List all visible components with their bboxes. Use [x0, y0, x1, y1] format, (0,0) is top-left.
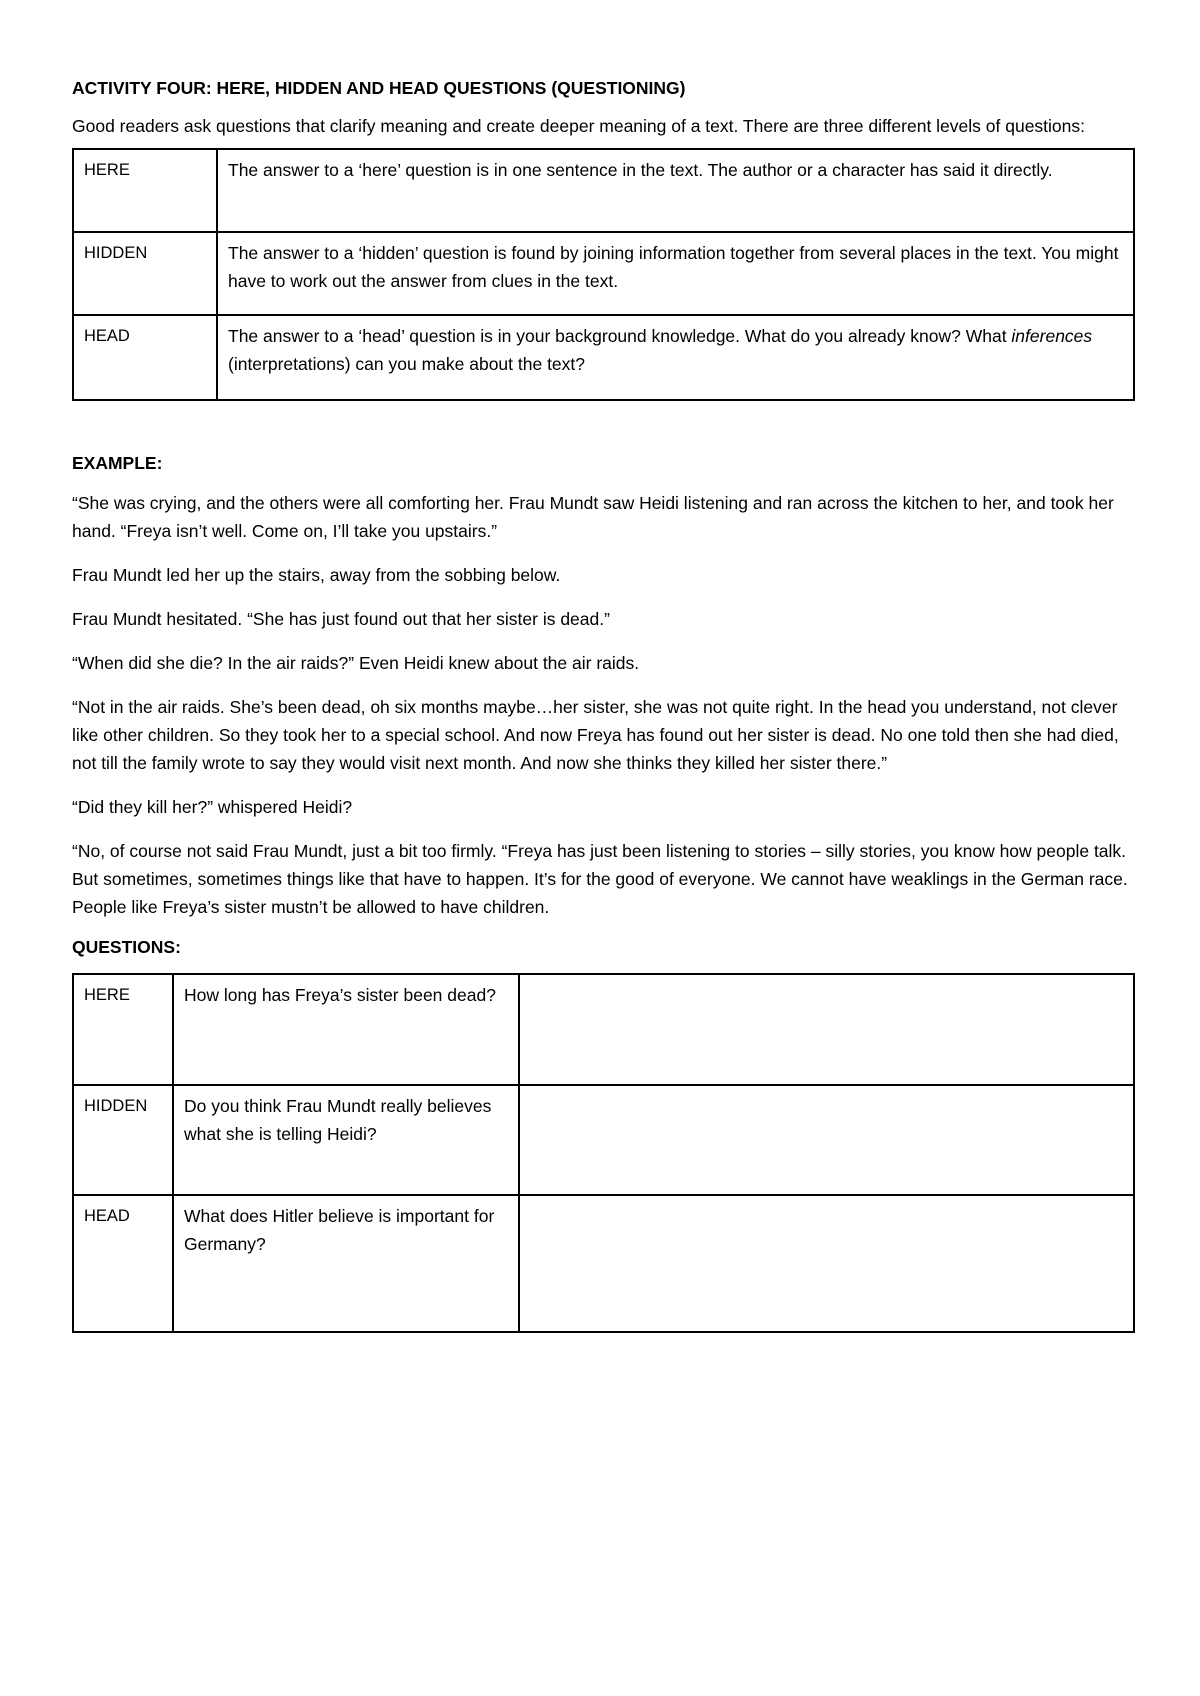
answer-cell-here[interactable]: [519, 974, 1134, 1085]
question-level-here: HERE: [73, 974, 173, 1085]
question-text-hidden: Do you think Frau Mundt really believes what she is telling Heidi?: [173, 1085, 519, 1195]
level-label-here: HERE: [73, 149, 217, 232]
page-title: ACTIVITY FOUR: HERE, HIDDEN AND HEAD QUESTIONS (QUESTIONING): [72, 78, 686, 98]
head-text-end: (interpretations) can you make about the text?: [228, 354, 586, 374]
head-text-start: The answer to a ‘head’ question is in your background knowledge. What do you already know? What: [228, 326, 1012, 346]
example-paragraph: “Not in the air raids. She’s been dead, oh six months maybe…her sister, she was not quite right. In the head you understand, not clever like other children. So they took her to a special school. And now Freya has found out her sister is dead. No one told then she had died, not till the family wrote to say they would visit next month. And now she thinks they killed her sister there.”: [72, 697, 1119, 773]
table-row: [73, 315, 1134, 400]
table-row: [73, 232, 1134, 315]
question-levels-table: [72, 148, 1135, 401]
table-row: [73, 1085, 1134, 1195]
questions-table: [72, 973, 1135, 1333]
table-row: [73, 149, 1134, 232]
intro-paragraph: Good readers ask questions that clarify meaning and create deeper meaning of a text. There are three different levels of questions:: [72, 116, 1086, 136]
table-row: [73, 974, 1134, 1085]
example-paragraph: “Did they kill her?” whispered Heidi?: [72, 797, 353, 817]
level-label-head: HEAD: [73, 315, 217, 400]
head-text-italic: inferences: [1011, 326, 1093, 346]
answer-cell-hidden[interactable]: [519, 1085, 1134, 1195]
example-heading: EXAMPLE:: [72, 453, 163, 473]
level-description-here: The answer to a ‘here’ question is in one sentence in the text. The author or a character has said it directly.: [217, 149, 1134, 232]
question-level-hidden: HIDDEN: [73, 1085, 173, 1195]
example-paragraph: “When did she die? In the air raids?” Even Heidi knew about the air raids.: [72, 653, 640, 673]
example-paragraph: Frau Mundt hesitated. “She has just found out that her sister is dead.”: [72, 609, 610, 629]
example-paragraph: “No, of course not said Frau Mundt, just a bit too firmly. “Freya has just been listening to stories – silly stories, you know how people talk. But sometimes, sometimes things like that have to happen. It’s for the good of everyone. We cannot have weaklings in the German race. People like Freya’s sister mustn’t be allowed to have children.: [72, 841, 1128, 917]
question-text-head: What does Hitler believe is important for Germany?: [173, 1195, 519, 1332]
question-text-here: How long has Freya’s sister been dead?: [173, 974, 519, 1085]
example-passage: [72, 489, 1135, 921]
level-description-head: [217, 315, 1134, 400]
answer-cell-head[interactable]: [519, 1195, 1134, 1332]
example-paragraph: “She was crying, and the others were all comforting her. Frau Mundt saw Heidi listening and ran across the kitchen to her, and took her hand. “Freya isn’t well. Come on, I’ll take you upstairs.”: [72, 493, 1114, 541]
level-label-hidden: HIDDEN: [73, 232, 217, 315]
questions-heading: QUESTIONS:: [72, 937, 181, 957]
level-description-hidden: The answer to a ‘hidden’ question is found by joining information together from several places in the text. You might have to work out the answer from clues in the text.: [217, 232, 1134, 315]
table-row: [73, 1195, 1134, 1332]
question-level-head: HEAD: [73, 1195, 173, 1332]
example-paragraph: Frau Mundt led her up the stairs, away from the sobbing below.: [72, 565, 561, 585]
